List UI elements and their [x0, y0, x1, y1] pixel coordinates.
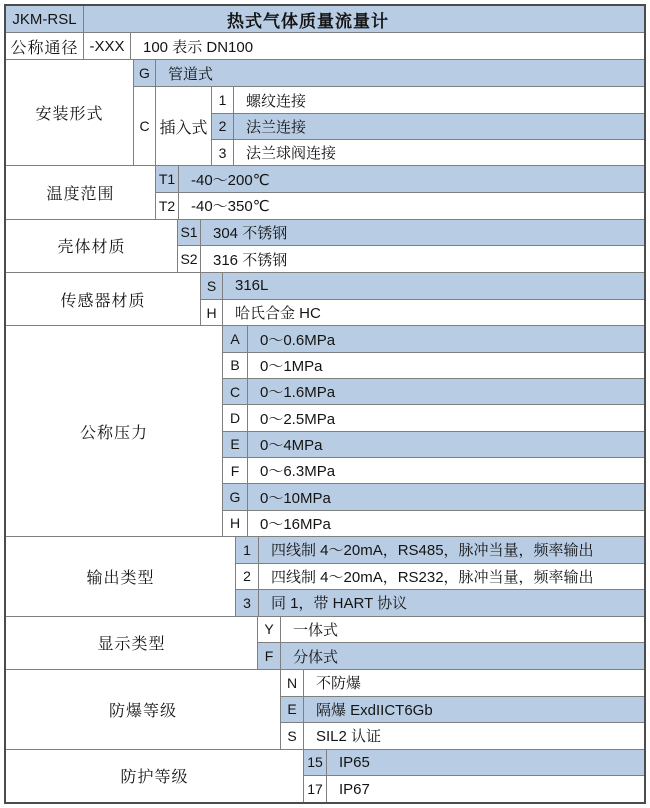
pressure-option-row	[223, 511, 644, 536]
display-label: 显示类型	[6, 617, 258, 669]
option-value: -40～350℃	[191, 198, 270, 216]
install-label: 安装形式	[6, 60, 134, 165]
pressure-option-row	[223, 353, 644, 379]
output-option-row	[236, 537, 644, 564]
temperature-option-row	[156, 166, 644, 193]
option-code: S1	[178, 220, 201, 246]
option-value: 分体式	[293, 648, 339, 666]
option-code: E	[223, 432, 248, 457]
temperature-option-row	[156, 193, 644, 219]
protection-label: 防护等级	[6, 750, 304, 802]
option-value: 四线制 4～20mA，RS232，脉冲当量，频率输出	[271, 568, 594, 586]
section-pressure	[6, 326, 644, 537]
option-value: 不防爆	[316, 675, 362, 693]
option-code: H	[201, 300, 223, 326]
section-housing	[6, 220, 644, 273]
option-value: 哈氏合金 HC	[235, 305, 321, 323]
option-code: 1	[236, 537, 259, 563]
insertion-option-row	[212, 114, 644, 140]
sensor-option-row	[201, 273, 644, 300]
nominal-diameter-label: 公称通径	[6, 33, 84, 59]
option-value: 隔爆 ExdIICT6Gb	[316, 701, 433, 719]
option-code: 17	[304, 776, 327, 802]
option-value: -40～200℃	[191, 171, 270, 189]
option-code: 3	[212, 140, 234, 165]
option-code: T1	[156, 166, 179, 192]
option-value: 316L	[235, 277, 269, 295]
output-option-row	[236, 590, 644, 616]
section-output	[6, 537, 644, 617]
section-header	[6, 6, 644, 33]
housing-option-row	[178, 220, 644, 247]
product-spec-table	[4, 4, 646, 804]
option-code: 2	[212, 114, 234, 139]
option-code: S	[281, 723, 304, 749]
output-option-row	[236, 564, 644, 591]
option-value: SIL2 认证	[316, 728, 382, 746]
option-code: D	[223, 405, 248, 430]
explosion-label: 防爆等级	[6, 670, 281, 749]
option-code: A	[223, 326, 248, 351]
option-value: 316 不锈钢	[213, 251, 288, 269]
option-code: G	[223, 484, 248, 509]
option-code: S	[201, 273, 223, 299]
option-value: IP67	[339, 780, 370, 798]
option-value: 四线制 4～20mA，RS485，脉冲当量，频率输出	[271, 542, 594, 560]
display-option-row	[258, 643, 644, 669]
sensor-option-row	[201, 300, 644, 326]
option-code: 2	[236, 564, 259, 590]
sensor-label: 传感器材质	[6, 273, 201, 325]
section-temperature	[6, 166, 644, 219]
option-value: 螺纹连接	[246, 92, 307, 110]
option-code: G	[134, 60, 156, 86]
explosion-option-row	[281, 723, 644, 749]
option-code: 3	[236, 590, 259, 616]
pressure-option-row	[223, 432, 644, 458]
section-nominal-diameter	[6, 33, 644, 60]
option-value: 0～0.6MPa	[260, 331, 336, 349]
option-value: 管道式	[168, 65, 214, 83]
pressure-option-row	[223, 484, 644, 510]
insertion-option-row	[212, 87, 644, 113]
option-code: F	[223, 458, 248, 483]
option-value: IP65	[339, 753, 370, 771]
protection-option-row	[304, 776, 644, 802]
explosion-option-row	[281, 697, 644, 724]
insertion-label: 插入式	[156, 87, 212, 165]
nominal-diameter-code: -XXX	[84, 33, 131, 59]
pressure-option-row	[223, 458, 644, 484]
pressure-label: 公称压力	[6, 326, 223, 536]
option-code: B	[223, 353, 248, 378]
option-value: 0～1.6MPa	[260, 384, 336, 402]
option-code: Y	[258, 617, 281, 643]
option-code: E	[281, 697, 304, 723]
option-code: H	[223, 511, 248, 536]
option-value: 0～4MPa	[260, 436, 323, 454]
insertion-code: C	[134, 87, 156, 165]
option-code: S2	[178, 246, 201, 272]
option-code: C	[223, 379, 248, 404]
pressure-option-row	[223, 379, 644, 405]
option-value: 同 1，带 HART 协议	[271, 595, 408, 613]
model-code-cell: JKM-RSL	[6, 6, 84, 32]
option-code: N	[281, 670, 304, 696]
install-pipe-row	[134, 60, 644, 87]
section-display	[6, 617, 644, 670]
option-code: 1	[212, 87, 234, 112]
protection-option-row	[304, 750, 644, 777]
option-value: 法兰连接	[246, 118, 307, 136]
nominal-diameter-value: 100 表示 DN100	[143, 38, 254, 56]
housing-label: 壳体材质	[6, 220, 178, 272]
pressure-option-row	[223, 326, 644, 352]
option-value: 304 不锈钢	[213, 224, 288, 242]
output-label: 输出类型	[6, 537, 236, 616]
temperature-label: 温度范围	[6, 166, 156, 218]
option-code: F	[258, 643, 281, 669]
display-option-row	[258, 617, 644, 644]
insertion-option-row	[212, 140, 644, 165]
option-code: 15	[304, 750, 327, 776]
option-value: 0～16MPa	[260, 515, 331, 533]
option-value: 0～6.3MPa	[260, 463, 336, 481]
housing-option-row	[178, 246, 644, 272]
section-sensor	[6, 273, 644, 326]
section-install	[6, 60, 644, 166]
option-value: 法兰球阀连接	[246, 145, 337, 163]
option-value: 一体式	[293, 621, 339, 639]
explosion-option-row	[281, 670, 644, 697]
install-insertion-group	[134, 87, 644, 165]
section-explosion	[6, 670, 644, 750]
option-code: T2	[156, 193, 179, 219]
option-value: 0～10MPa	[260, 489, 331, 507]
option-value: 0～1MPa	[260, 357, 323, 375]
option-value: 0～2.5MPa	[260, 410, 336, 428]
pressure-option-row	[223, 405, 644, 431]
section-protection	[6, 750, 644, 802]
product-title-cell: 热式气体质量流量计	[84, 6, 644, 32]
